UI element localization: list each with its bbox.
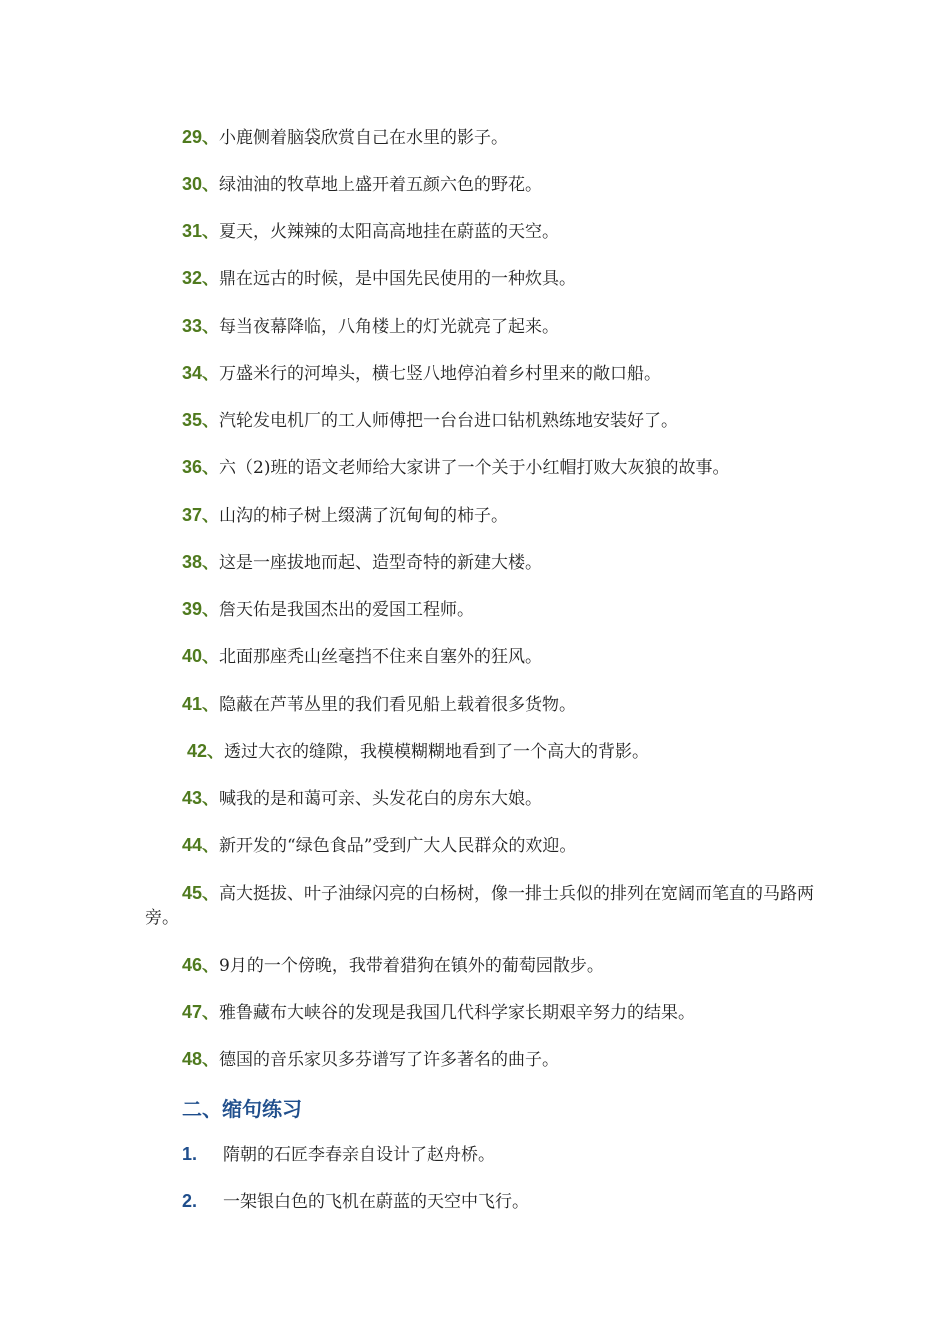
list-item: 48、德国的音乐家贝多芬谱写了许多著名的曲子。	[182, 1049, 560, 1070]
list-item: 38、这是一座拔地而起、造型奇特的新建大楼。	[182, 552, 543, 573]
section-heading: 二、缩句练习	[182, 1097, 302, 1121]
list-item: 31、夏天，火辣辣的太阳高高地挂在蔚蓝的天空。	[182, 221, 560, 242]
list-item: 47、雅鲁藏布大峡谷的发现是我国几代科学家长期艰辛努力的结果。	[182, 1002, 696, 1023]
list-item: 40、北面那座秃山丝毫挡不住来自塞外的狂风。	[182, 646, 543, 667]
list-item: 2. 一架银白色的飞机在蔚蓝的天空中飞行。	[182, 1191, 530, 1212]
list-item: 37、山沟的柿子树上缀满了沉甸甸的柿子。	[182, 505, 509, 526]
list-item: 30、绿油油的牧草地上盛开着五颜六色的野花。	[182, 174, 543, 195]
list-item: 1. 隋朝的石匠李春亲自设计了赵舟桥。	[182, 1144, 496, 1165]
list-item: 35、汽轮发电机厂的工人师傅把一台台进口钻机熟练地安装好了。	[182, 410, 679, 431]
list-item-wrapped: 45、高大挺拔、叶子油绿闪亮的白杨树，像一排士兵似的排列在宽阔而笔直的马路两旁。	[145, 883, 815, 928]
list-item: 42、透过大衣的缝隙，我模模糊糊地看到了一个高大的背影。	[187, 741, 650, 762]
list-item: 39、詹天佑是我国杰出的爱国工程师。	[182, 599, 475, 620]
list-item: 33、每当夜幕降临，八角楼上的灯光就亮了起来。	[182, 316, 560, 337]
list-item: 46、9月的一个傍晚，我带着猎狗在镇外的葡萄园散步。	[182, 955, 604, 976]
list-item: 36、六（2)班的语文老师给大家讲了一个关于小红帽打败大灰狼的故事。	[182, 457, 730, 478]
list-item: 43、喊我的是和蔼可亲、头发花白的房东大娘。	[182, 788, 543, 809]
list-item: 29、小鹿侧着脑袋欣赏自己在水里的影子。	[182, 127, 509, 148]
list-item: 34、万盛米行的河埠头，横七竖八地停泊着乡村里来的敞口船。	[182, 363, 662, 384]
list-item: 32、鼎在远古的时候，是中国先民使用的一种炊具。	[182, 268, 577, 289]
list-item: 44、新开发的“绿色食品”受到广大人民群众的欢迎。	[182, 835, 577, 856]
list-item: 41、隐蔽在芦苇丛里的我们看见船上载着很多货物。	[182, 694, 577, 715]
